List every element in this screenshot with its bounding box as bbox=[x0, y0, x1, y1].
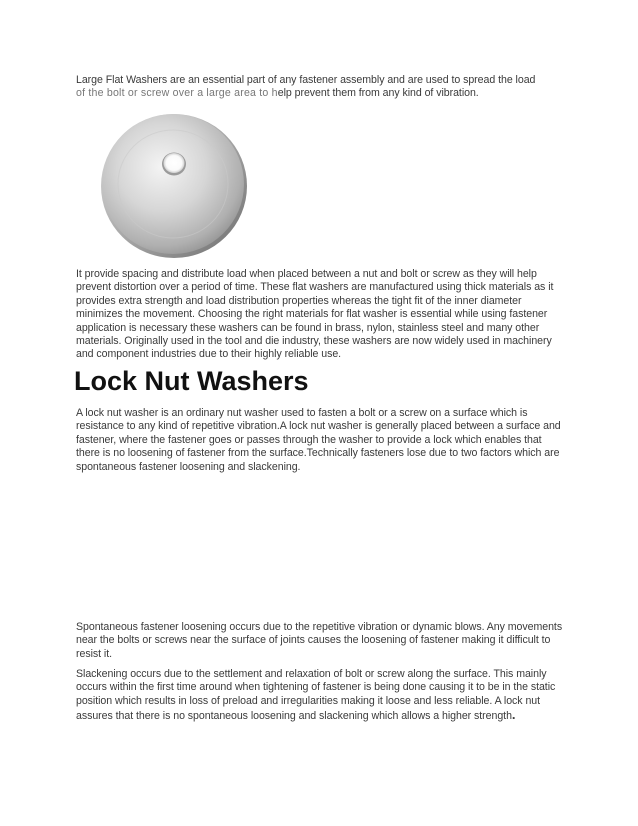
flat-washer-image bbox=[98, 108, 250, 260]
intro-paragraph bbox=[76, 74, 566, 101]
intro-line-2-clear: elp prevent them from any kind of vibration. bbox=[277, 87, 479, 100]
slackening-text: Slackening occurs due to the settlement and relaxation of bolt or screw along the surface. This mainly occurs within the first time around when tightening of fastener is being done causing it to be in the static position which results in loss of preload and irregularities making it loose and less reliable. A lock nut assures that there is no spontaneous loosening and slackening which allows a higher strength bbox=[76, 668, 556, 723]
intro-line-2-overprinted: of the bolt or screw over a large area to h bbox=[76, 87, 278, 100]
intro-line-2 bbox=[76, 87, 566, 100]
slackening-period: . bbox=[511, 707, 516, 723]
flat-washer-illustration bbox=[98, 108, 250, 260]
slackening-paragraph bbox=[76, 668, 566, 724]
lock-nut-paragraph: A lock nut washer is an ordinary nut washer used to fasten a bolt or a screw on a surface which is resistance to any kind of repetitive vibration.A lock nut washer is generally placed between a surface and fastener, where the fastener goes or passes through the washer to provide a lock which enables that there is no loosening of fastener from the surface.Technically fasteners lose due to two factors which are spontaneous fastener loosening and slackening. bbox=[76, 407, 561, 473]
washer-hole bbox=[164, 153, 185, 173]
washer-face bbox=[102, 114, 244, 254]
intro-line-1: Large Flat Washers are an essential part of any fastener assembly and are used to spread the load bbox=[76, 74, 536, 86]
section-heading: Lock Nut Washers bbox=[74, 366, 309, 396]
spacing-paragraph: It provide spacing and distribute load when placed between a nut and bolt or screw as they will help prevent distortion over a period of time. These flat washers are manufactured using thick materials as it provides extra strength and load distribution properties whereas the tight fit of the inner diameter minimizes the movement. Choosing the right materials for flat washer is essential while using fastener application is necessary these washers can be found in brass, nylon, stainless steel and many other materials. Originally used in the tool and die industry, these washers are now widely used in machinery and component industries due to their highly reliable use. bbox=[76, 268, 554, 361]
loosening-paragraph: Spontaneous fastener loosening occurs due to the repetitive vibration or dynamic blows. Any movements near the bolts or screws near the surface of joints causes the loosening of fastener making it difficult to resist it. bbox=[76, 621, 563, 660]
